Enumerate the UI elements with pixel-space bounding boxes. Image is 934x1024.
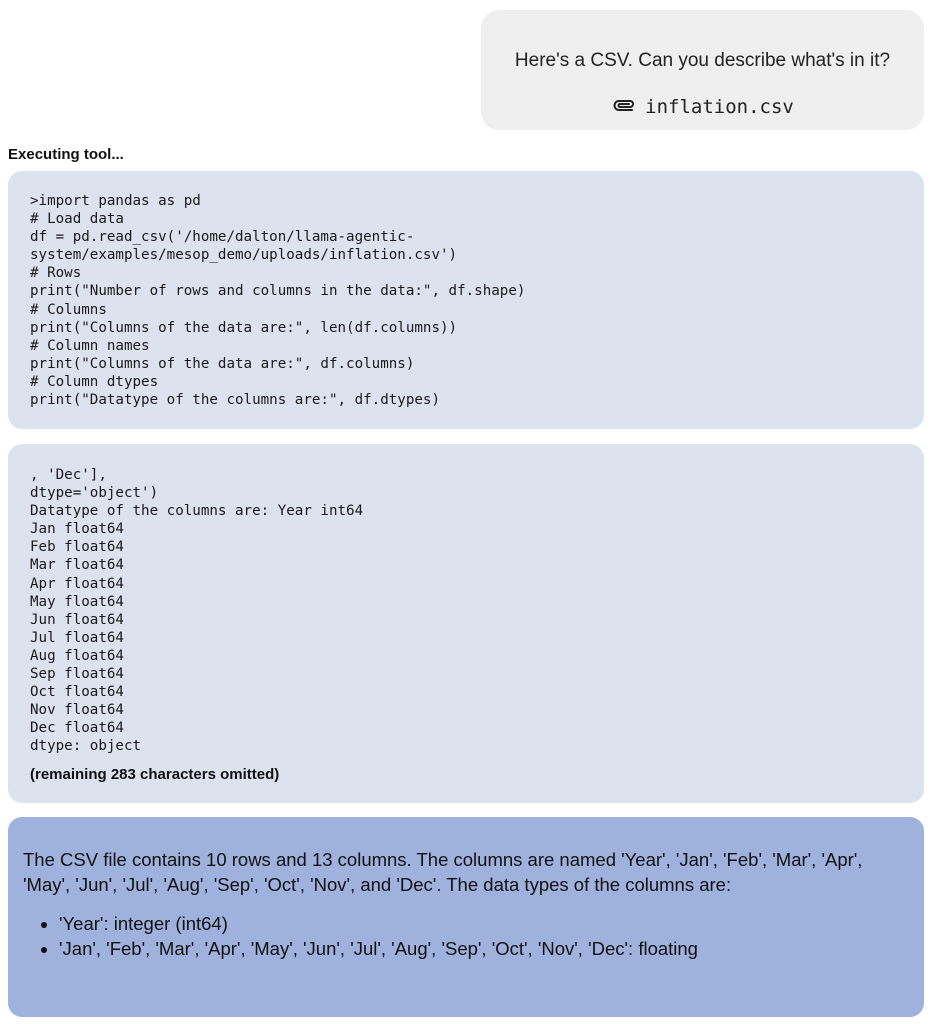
tool-code-text: >import pandas as pd # Load data df = pd.read_csv('/home/dalton/llama-agentic- system/examples/mesop_demo/uploads/inflation.csv') # Rows print("Number of rows and columns in the data:", df.shape) # Columns print("Columns of the data are:", len(df.columns)) # Column names print("Columns of the data are:", df.columns) # Column dtypes print("Datatype of the columns are:", df.dtypes) bbox=[30, 193, 526, 409]
tool-output-text: , 'Dec'], dtype='object') Datatype of the columns are: Year int64 Jan float64 Feb float64 Mar float64 Apr float64 May float64 Jun float64 Jul float64 Aug float64 Sep float64 Oct float64 Nov float64 Dec float64 dtype: object bbox=[30, 467, 364, 755]
answer-bullet-item: • 'Jan', 'Feb', 'Mar', 'Apr', 'May', 'Jun', 'Jul', 'Aug', 'Sep', 'Oct', 'Nov', 'Dec': floating bbox=[59, 936, 910, 961]
answer-paragraph: The CSV file contains 10 rows and 13 columns. The columns are named 'Year', 'Jan', 'Feb', 'Mar', 'Apr', 'May', 'Jun', 'Jul', 'Aug', 'Sep', 'Oct', 'Nov', and 'Dec'. The data types of the columns are: bbox=[23, 849, 863, 895]
assistant-answer-bubble bbox=[8, 817, 924, 1017]
attachment-filename[interactable]: inflation.csv bbox=[645, 96, 794, 118]
answer-bullet-list bbox=[23, 911, 910, 961]
user-message-text: Here's a CSV. Can you describe what's in it? bbox=[514, 50, 891, 71]
user-message-bubble bbox=[481, 10, 924, 130]
paperclip-icon bbox=[611, 97, 637, 117]
attachment-chip[interactable] bbox=[481, 96, 924, 118]
tool-code-block bbox=[8, 171, 924, 429]
answer-bullet-item: • 'Year': integer (int64) bbox=[59, 911, 910, 936]
tool-status-text: Executing tool... bbox=[8, 146, 124, 163]
tool-output-omitted-note: (remaining 283 characters omitted) bbox=[30, 765, 280, 783]
tool-output-block bbox=[8, 444, 924, 803]
